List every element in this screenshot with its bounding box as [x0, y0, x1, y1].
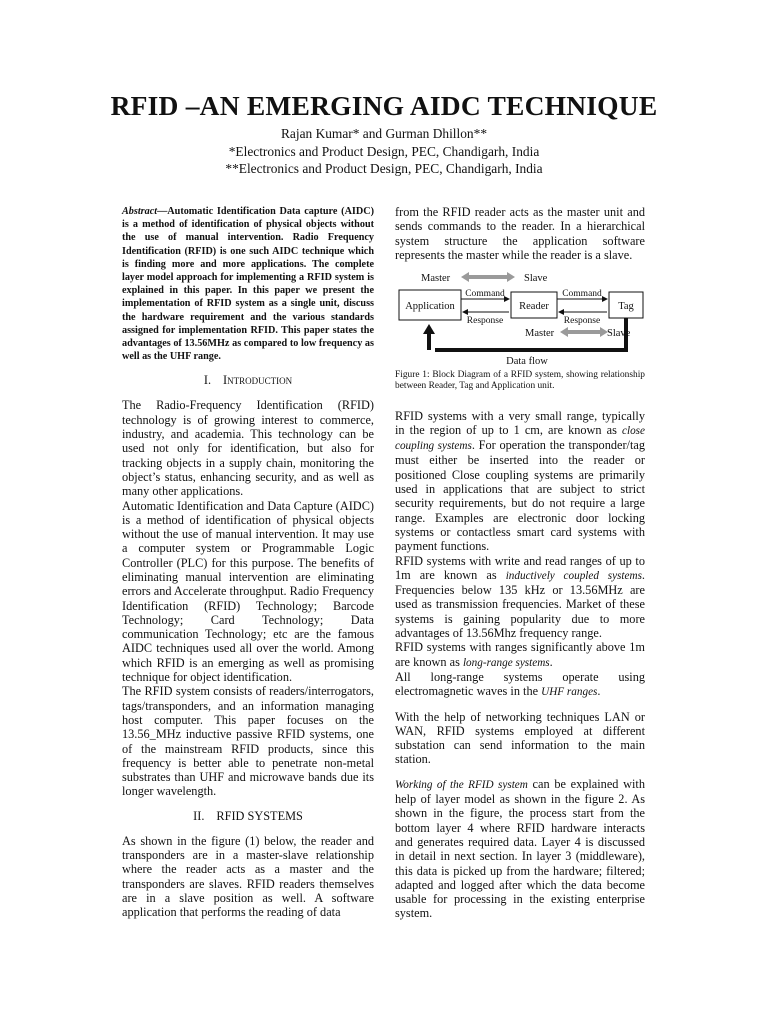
master-slave-arrow-top: [461, 272, 515, 282]
master-slave-arrow-bottom: [560, 327, 608, 337]
rfid-systems-paragraph-1: As shown in the figure (1) below, the reader and transponders are in a master-slave relationship where the reader acts as a master and the transponders are slaves. RFID readers themselves are in a slave position as well. A software application that performs the reading of data: [122, 833, 374, 920]
command-label-2: Command: [562, 289, 602, 300]
section-1-number: I.: [203, 373, 212, 388]
close-coupling-term: close coupling systems: [395, 424, 645, 453]
left-column: [122, 205, 374, 920]
slave-bottom-label: Slave: [607, 328, 631, 340]
close-coupling-paragraph: [395, 409, 645, 554]
abstract-dash: —: [157, 206, 168, 217]
data-flow-label: Data flow: [506, 356, 548, 368]
working-term: Working of the RFID system: [395, 778, 528, 791]
tag-label: Tag: [618, 301, 634, 313]
author-block: [40, 125, 728, 178]
working-text: can be explained with help of layer model as shown in the figure 2. As shown in the figure, the process start from the bottom layer 4 where RFID hardware interacts and generates required data. Layer 4 is discussed in detail in next section. In layer 3 (middleware), this data is picked up from the hardware; filtered; adapted and logged after which the data become usable for processing in the existing enterprise system.: [395, 776, 645, 921]
working-paragraph: [395, 777, 645, 921]
figure-1-caption: Figure 1: Block Diagram of a RFID system, showing relationship between Reader, Tag and Application unit.: [395, 370, 645, 392]
long-range-text-b: .: [549, 654, 553, 669]
master-bottom-label: Master: [525, 328, 555, 340]
affiliation-1: *Electronics and Product Design, PEC, Chandigarh, India: [228, 143, 540, 159]
long-range-term: long-range systems: [462, 656, 550, 669]
inductive-text-b: . Frequencies below 135 kHz or 13.56MHz are used as transmission frequencies. Market of these systems is gaining popularity due to more advantages of 13.56Mhz frequency range.: [395, 567, 645, 641]
application-label: Application: [405, 301, 455, 313]
uhf-text-a: All long-range systems operate using electromagnetic waves in the: [395, 669, 645, 699]
section-1-heading: [122, 373, 374, 388]
inductive-text-a: RFID systems with write and read ranges of up to 1m are known as: [395, 553, 645, 582]
section-2-number: II.: [193, 808, 205, 823]
uhf-text-b: .: [597, 684, 601, 699]
master-top-label: Master: [421, 273, 451, 285]
command-label-1: Command: [465, 289, 505, 300]
intro-paragraph-2: Automatic Identification and Data Capture (AIDC) is a method of identification of physical objects without the use of manual intervention. It may use a computer system or Programmable Logic Controller (PLC) for this purpose. The benefits of eliminating manual intervention are eliminating errors and Accelerate throughput. Radio Frequency Identification (RFID) Technology; Barcode Technology; Card Technology; Data communication Technology; etc are the famous AIDC techniques used all over the world. Among which RFID is an emerging as well as promising technique for object identification.: [122, 498, 374, 685]
right-column: [395, 205, 645, 921]
abstract-text: Automatic Identification Data capture (AIDC) is a method of identification of physical objects without the use of manual intervention. Radio Frequency Identification (RFID) is one such AIDC technique which is finding more and more applications. The complete layer model approach for implementing a RFID system is explained in this paper. In this paper we present the implementation of RFID system as a single unit, discuss the hardware requirement and the various standards assigned for implementation RFID. This paper states the advantages of 13.56MHz as compared to low frequency as well as the UHF range.: [122, 206, 374, 363]
block-diagram: [395, 270, 645, 370]
section-2-heading: [122, 809, 374, 824]
section-1-title: Introduction: [223, 373, 293, 388]
uhf-paragraph: [395, 670, 645, 700]
affiliation-2: **Electronics and Product Design, PEC, Chandigarh, India: [225, 161, 543, 176]
uhf-term: UHF ranges: [541, 686, 598, 699]
paper-title: RFID –AN EMERGING AIDC TECHNIQUE: [110, 90, 658, 121]
rfid-systems-paragraph-1-continued: from the RFID reader acts as the master unit and sends commands to the reader. In a hierarchical system structure the application software represents the master while the reader is a slave.: [395, 205, 645, 262]
reader-label: Reader: [519, 301, 549, 313]
long-range-paragraph: [395, 640, 645, 670]
inductive-term: inductively coupled systems: [505, 569, 642, 582]
networking-paragraph: With the help of networking techniques LAN or WAN, RFID systems employed at different substation can send information to the main station.: [395, 709, 645, 767]
section-2-title: RFID SYSTEMS: [216, 808, 303, 823]
long-range-text-a: RFID systems with ranges significantly above 1m are known as: [395, 640, 645, 669]
close-coupling-text-b: . For operation the transponder/tag must either be inserted into the reader or positioned Close coupling systems are primarily used in applications that are subject to strict security requirements, but do not require a large range. Examples are electronic door locking systems or contactless smart card systems with payment functions.: [395, 438, 645, 554]
intro-paragraph-3: The RFID system consists of readers/interrogators, tags/transponders, and an information managing host computer. This paper focuses on the 13.56_MHz inductive passive RFID systems, one of the mainstream RFID products, since this frequency is better able to penetrate non-metal substrates than UHF and microwave bands due its longer wavelength.: [122, 684, 374, 799]
intro-paragraph-1: The Radio-Frequency Identification (RFID) technology is of growing interest to commerce, industry, and academia. This technology can be used not only for identification, but also for tracking objects in a supply chain, monitoring the object’s status, enhancing security, and as well as many other applications.: [122, 398, 374, 499]
authors-line: Rajan Kumar* and Gurman Dhillon**: [280, 126, 488, 141]
inductive-paragraph: [395, 554, 645, 641]
figure-1-diagram: [395, 270, 645, 370]
abstract-label: Abstract: [122, 206, 158, 217]
response-label-2: Response: [563, 316, 601, 327]
close-coupling-text-a: RFID systems with a very small range, typically in the region of up to 1 cm, are known as: [395, 408, 645, 437]
response-label-1: Response: [466, 316, 504, 327]
abstract: [122, 205, 374, 363]
slave-top-label: Slave: [524, 273, 548, 285]
